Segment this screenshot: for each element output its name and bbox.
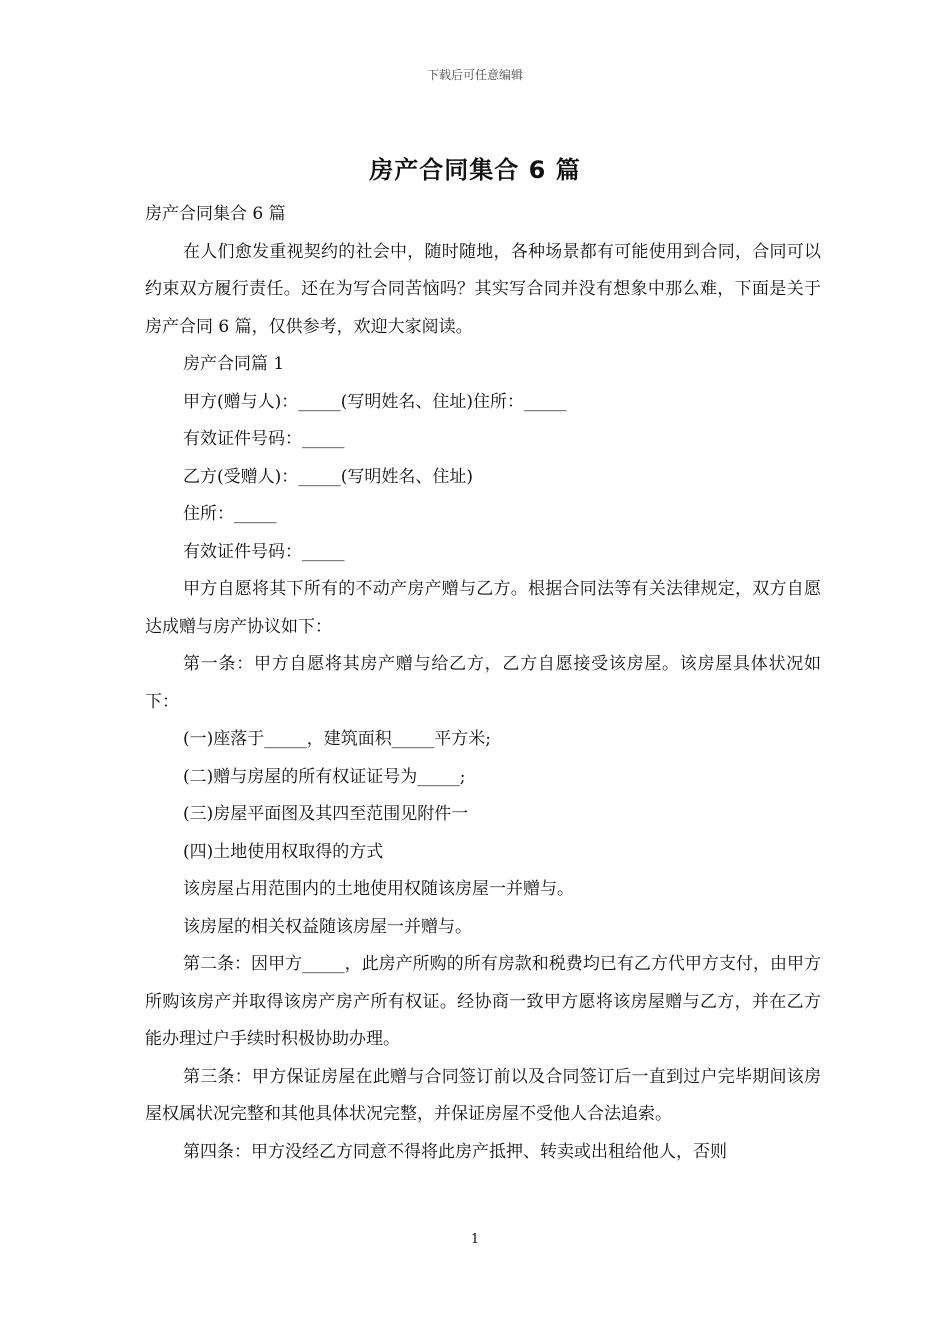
- paragraph: 在人们愈发重视契约的社会中，随时随地，各种场景都有可能使用到合同，合同可以约束双方履行责任。还在为写合同苦恼吗？其实写合同并没有想象中那么难，下面是关于房产合同 6 篇，仅供参考，欢迎大家阅读。: [145, 241, 821, 337]
- paragraph: 房产合同篇 1: [183, 354, 285, 374]
- paragraph: (一)座落于_____，建筑面积_____平方米;: [183, 729, 491, 749]
- paragraph: (二)赠与房屋的所有权证证号为_____;: [183, 766, 466, 787]
- paragraph: 第三条：甲方保证房屋在此赠与合同签订前以及合同签订后一直到过户完毕期间该房屋权属状况完整和其他具体状况完整，并保证房屋不受他人合法追索。: [145, 1066, 821, 1124]
- paragraph: (四)土地使用权取得的方式: [183, 841, 384, 862]
- paragraph: (三)房屋平面图及其四至范围见附件一: [183, 804, 469, 824]
- page-number: 1: [470, 1232, 480, 1247]
- paragraph: 乙方(受赠人)：_____(写明姓名、住址): [183, 466, 474, 487]
- document-title: 房产合同集合 6 篇: [369, 156, 581, 184]
- paragraph: 第一条：甲方自愿将其房产赠与给乙方，乙方自愿接受该房屋。该房屋具体状况如下：: [145, 654, 821, 712]
- page-header: 下载后可任意编辑: [426, 68, 523, 82]
- paragraph: 住所：_____: [183, 504, 277, 524]
- paragraph: 该房屋的相关权益随该房屋一并赠与。: [183, 916, 472, 937]
- paragraph: 房产合同集合 6 篇: [145, 204, 286, 224]
- paragraph: 第二条：因甲方_____，此房产所购的所有房款和税费均已有乙方代甲方支付，由甲方所购该房产并取得该房产房产所有权证。经协商一致甲方愿将该房屋赠与乙方，并在乙方能办理过户手续时积极协助办理。: [145, 954, 821, 1049]
- paragraph: 第四条：甲方没经乙方同意不得将此房产抵押、转卖或出租给他人，否则: [183, 1141, 727, 1162]
- paragraph: 该房屋占用范围内的土地使用权随该房屋一并赠与。: [183, 879, 574, 899]
- document-body: [145, 196, 821, 1171]
- paragraph: 有效证件号码：_____: [183, 429, 345, 449]
- paragraph: 有效证件号码：_____: [183, 541, 345, 562]
- paragraph: 甲方(赠与人)：_____(写明姓名、住址)住所：_____: [183, 391, 567, 412]
- paragraph: 甲方自愿将其下所有的不动产房产赠与乙方。根据合同法等有关法律规定，双方自愿达成赠与房产协议如下：: [145, 579, 821, 637]
